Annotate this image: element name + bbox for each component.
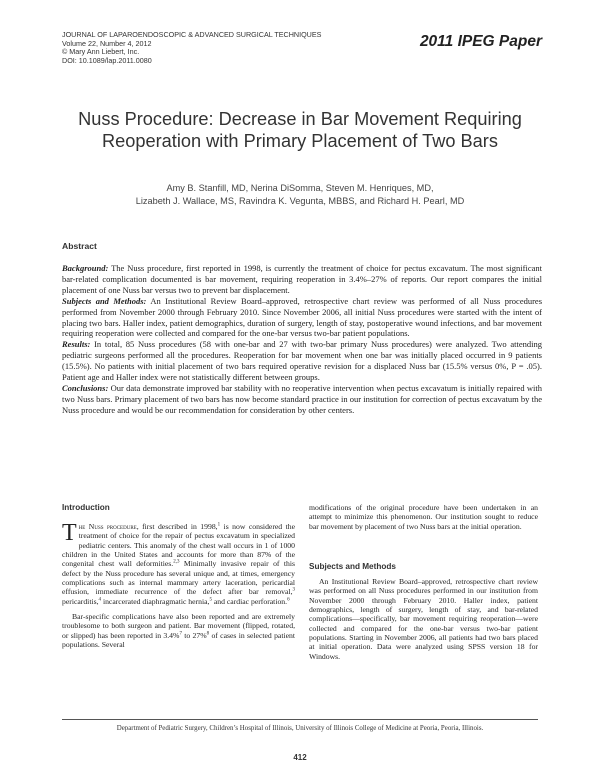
- methods-heading: Subjects and Methods: [309, 562, 396, 571]
- left-column: [62, 522, 295, 649]
- citation: 7: [179, 631, 182, 637]
- journal-info: [62, 31, 321, 65]
- paper-tag: 2011 IPEG Paper: [419, 33, 542, 50]
- citation: 1: [217, 522, 221, 528]
- journal-copyright: © Mary Ann Liebert, Inc.: [62, 47, 140, 57]
- background-label: Background:: [62, 263, 109, 273]
- citation: 2,3: [173, 559, 180, 565]
- citation: 4: [98, 597, 102, 603]
- intro-paragraph-2: Bar-specific complications have also been reported and are extremely troublesome to both surgeon and patient. Bar movement (flipped, rotated, or slipped) has been reported in 3.4%$^7$ to 27%$^8$ of cases in selected patient populations. Several: [62, 612, 295, 650]
- methods-label: Subjects and Methods:: [62, 295, 147, 306]
- citation: 5: [209, 597, 212, 603]
- authors: [40, 182, 560, 208]
- abstract-conclusions: [62, 383, 542, 416]
- footnote-divider: [62, 719, 538, 720]
- title-line-1: Nuss Procedure: Decrease in Bar Movement Requiring: [78, 109, 522, 129]
- drop-cap: T: [62, 520, 77, 546]
- authors-line-2: Lizabeth J. Wallace, MS, Ravindra K. Vegunta, MBBS, and Richard H. Pearl, MD: [135, 196, 465, 206]
- abstract-methods: [62, 296, 542, 340]
- introduction-heading: Introduction: [62, 503, 110, 512]
- abstract-results: [62, 339, 542, 383]
- abstract-heading: Abstract: [62, 241, 97, 251]
- paper-title: [40, 108, 560, 152]
- methods-text: An Institutional Review Board–approved, retrospective chart review was performed of all Nuss procedures performed from November 2000 through February 2010. Since November 2006, all initial Nuss procedures were started with the intent of placing two bars. Haller index, patient demographics, duration of surgery, length of stay, postoperative wound infections, and bar movement requiring reoperation were collected and compared for the one-bar versus two-bar patient populations.: [62, 295, 543, 339]
- journal-doi: DOI: 10.1089/lap.2011.0080: [62, 55, 152, 65]
- methods-column: [309, 577, 538, 661]
- right-column: [309, 503, 538, 531]
- citation: 6: [287, 597, 290, 603]
- abstract-background: [62, 263, 542, 296]
- conclusions-label: Conclusions:: [62, 382, 109, 393]
- conclusions-text: Our data demonstrate improved bar stability with no reoperative intervention when pectus excavatum is initially repaired with two Nuss bars. Primary placement of two bars has now become standard practice in our institution for correction of pectus excavatum by the Nuss procedure and would be our recommendation for consideration by other centers.: [62, 382, 542, 415]
- authors-line-1: Amy B. Stanfill, MD, Nerina DiSomma, Steven M. Henriques, MD,: [166, 183, 434, 193]
- journal-volume: Volume 22, Number 4, 2012: [62, 38, 152, 48]
- citation: 8: [206, 631, 210, 637]
- title-line-2: Reoperation with Primary Placement of Two Bars: [102, 131, 498, 151]
- intro-paragraph-1: The Nuss procedure, first described in 1998,$^1$ is now considered the treatment of choice for the repair of pectus excavatum in specialized pediatric centers. This anomaly of the chest wall occurs in 1 of 1000 children in the United States and accounts for more than 87% of the congenital chest wall deformities.$^{2,3}$ Minimally invasive repair of this defect by the Nuss procedure has several unique and, at times, emergency complications such as internal mammary artery laceration, pericardial effusion, immediate recurrence of the defect after bar removal,$^3$ pericarditis,$^4$ incarcerated diaphragmatic hernia,$^5$ and cardiac perforation.$^6$: [62, 520, 295, 606]
- results-text: In total, 85 Nuss procedures (58 with one-bar and 27 with two-bar primary Nuss procedures) were analyzed. Two attending pediatric surgeons performed all the procedures. Reoperation for bar movement when one bar was initially placed occurred in 9 patients (15.5%). No patients with initial placement of two bars required operative revision for a displaced Nuss bar (15.5% versus 0%, P = .05). Patient age and Haller index were not statistically different between groups.: [62, 339, 543, 383]
- citation: 3: [292, 587, 295, 593]
- background-text: The Nuss procedure, first reported in 1998, is currently the treatment of choice for pectus excavatum. The most significant bar-related complication documented is bar movement, requiring reoperation in 3.4%–27% of reports. Our report compares the initial placement of one Nuss bar versus two to prevent bar displacement.: [62, 263, 542, 295]
- methods-paragraph: An Institutional Review Board–approved, retrospective chart review was performed on all Nuss procedures performed in our institution from November 2000 through February 2010. Haller index, patient demographics, length of surgery, length of stay, and bar-related complications—specifically, bar movement requiring reoperation—were collected and compared for the one-bar versus two-bar patient populations. Starting in November 2006, all patients had two bars placed at initial operation. Data were analyzed using SPSS version 18 for Windows.: [309, 577, 538, 661]
- affiliation-footnote: Department of Pediatric Surgery, Children’s Hospital of Illinois, University of Illinois College of Medicine at Peoria, Peoria, Illinois.: [116, 725, 484, 732]
- intro-smallcaps: he Nuss procedure,: [78, 522, 139, 531]
- journal-name: JOURNAL OF LAPAROENDOSCOPIC & ADVANCED SURGICAL TECHNIQUES: [62, 30, 322, 39]
- intro-continuation: modifications of the original procedure have been undertaken in an attempt to minimize this phenomenon. Our institution sought to reduce bar movement by placement of two Nuss bars at the initial operation.: [309, 503, 538, 531]
- results-label: Results:: [62, 339, 91, 350]
- abstract-body: [62, 263, 542, 416]
- page-number: 412: [293, 753, 307, 762]
